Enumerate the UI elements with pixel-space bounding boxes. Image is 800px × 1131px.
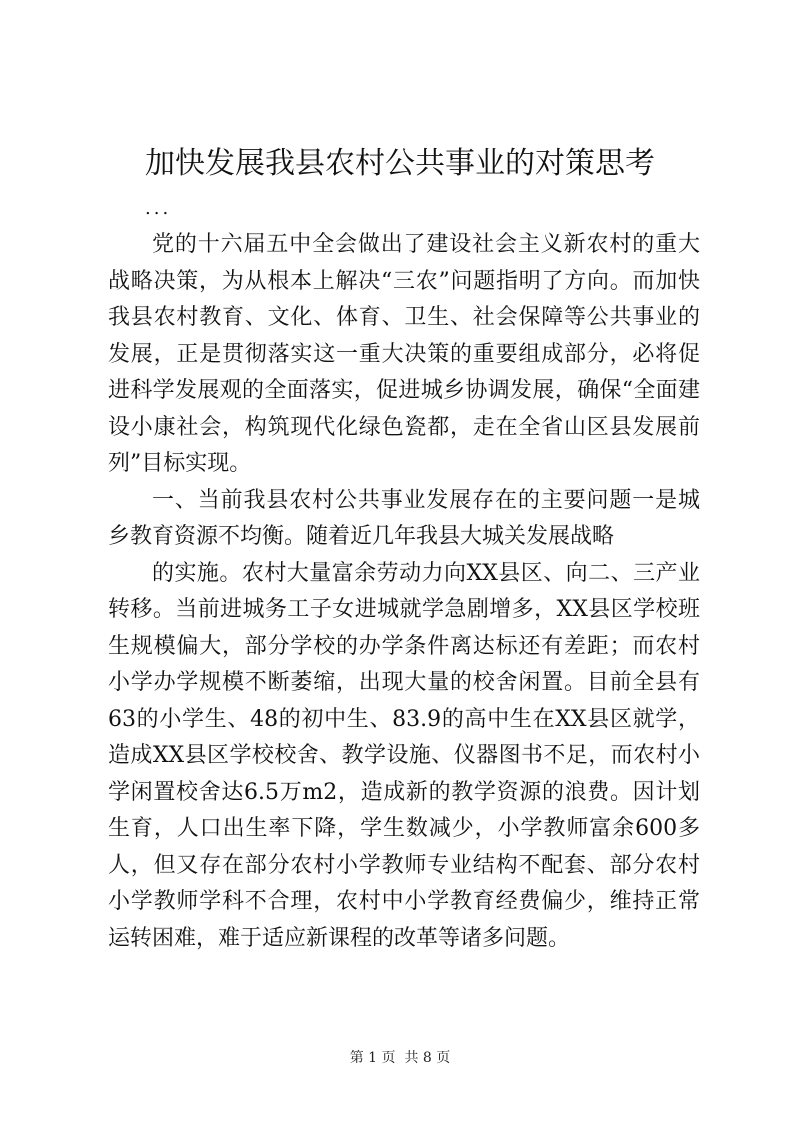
paragraph-education: 的实施。农村大量富余劳动力向XX县区、向二、三产业转移。当前进城务工子女进城就学急剧增多，XX县区学校班生规模偏大，部分学校的办学条件离达标还有差距；而农村小学办学规模不断萎缩，出现大量的校舍闲置。目前全县有63的小学生、48的初中生、83.9的高中生在XX县区就学，造成XX县区学校校舍、教学设施、仪器图书不足，而农村小学闲置校舍达6.5万m2，造成新的教学资源的浪费。因计划生育，人口出生率下降，学生数减少，小学教师富余600多人，但又存在部分农村小学教师专业结构不配套、部分农村小学教师学科不合理，农村中小学教育经费偏少，维持正常运转困难，难于适应新课程的改革等诸多问题。 <box>108 560 700 951</box>
paragraph-intro: 党的十六届五中全会做出了建设社会主义新农村的重大战略决策，为从根本上解决“三农”问题指明了方向。而加快我县农村教育、文化、体育、卫生、社会保障等公共事业的发展，正是贯彻落实这一重大决策的重要组成部分，必将促进科学发展观的全面落实，促进城乡协调发展，确保“全面建设小康社会，构筑现代化绿色瓷都，走在全省山区县发展前列”目标实现。 <box>108 232 700 476</box>
paragraph-section-one: 一、当前我县农村公共事业发展存在的主要问题一是城乡教育资源不均衡。随着近几年我县大城关发展战略 <box>108 487 700 549</box>
document-title: 加快发展我县农村公共事业的对策思考 <box>145 146 655 181</box>
page-footer <box>0 1048 800 1068</box>
document-body <box>108 227 700 957</box>
ellipsis-marker: ... <box>145 198 172 219</box>
page-number: 第 1 页 共 8 页 <box>349 1050 451 1066</box>
